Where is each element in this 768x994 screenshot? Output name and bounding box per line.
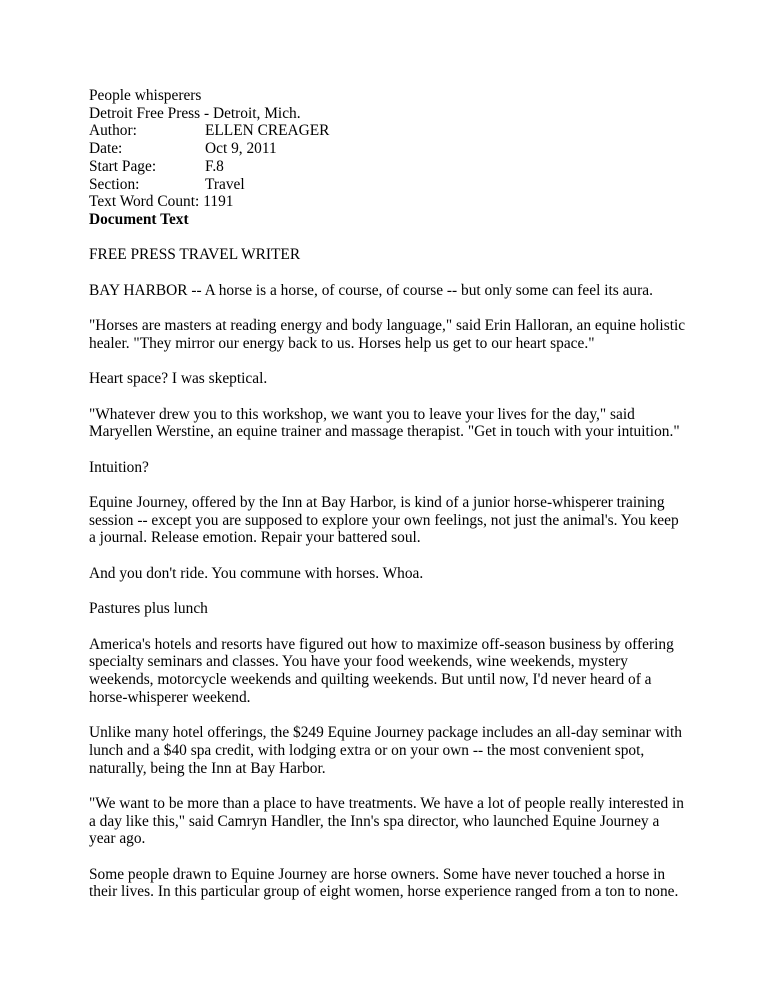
meta-start-page xyxy=(89,158,689,176)
meta-label: Author: xyxy=(89,122,137,140)
meta-value: ELLEN CREAGER xyxy=(205,122,330,140)
meta-value: 1191 xyxy=(203,193,234,211)
meta-value: F.8 xyxy=(205,157,224,175)
body-paragraph: Unlike many hotel offerings, the $249 Equine Journey package includes an all-day seminar with lunch and a $40 spa credit, with lodging extra or on your own -- the most convenient spot, naturally, being the Inn at Bay Harbor. xyxy=(89,724,682,777)
meta-label: Start Page: xyxy=(89,157,157,175)
document-header xyxy=(89,87,689,229)
subheading: Pastures plus lunch xyxy=(89,600,208,618)
meta-value: Oct 9, 2011 xyxy=(205,140,277,158)
meta-date xyxy=(89,140,689,158)
body-paragraph: Equine Journey, offered by the Inn at Bay Harbor, is kind of a junior horse-whisperer training session -- except you are supposed to explore your own feelings, not just the animal's. You keep a journal. Release emotion. Repair your battered soul. xyxy=(89,494,679,547)
body-paragraph: America's hotels and resorts have figured out how to maximize off-season business by offering specialty seminars and classes. You have your food weekends, wine weekends, mystery weekends, motorcycle weekends and quilting weekends. But until now, I'd never heard of a horse-whisperer weekend. xyxy=(89,635,674,706)
article-body xyxy=(89,229,689,902)
meta-value: Travel xyxy=(205,175,245,193)
body-paragraph: And you don't ride. You commune with horses. Whoa. xyxy=(89,564,424,582)
body-paragraph: "Whatever drew you to this workshop, we want you to leave your lives for the day," said Maryellen Werstine, an equine trainer and massage therapist. "Get in touch with your intuition." xyxy=(89,405,680,441)
body-paragraph: Some people drawn to Equine Journey are horse owners. Some have never touched a horse in their lives. In this particular group of eight women, horse experience ranged from a ton to none. xyxy=(89,865,679,901)
article-title: People whisperers xyxy=(89,87,202,104)
meta-label: Date: xyxy=(89,140,123,158)
meta-author xyxy=(89,122,689,140)
body-paragraph: Intuition? xyxy=(89,458,149,476)
body-paragraph: "Horses are masters at reading energy and body language," said Erin Halloran, an equine holistic healer. "They mirror our energy back to us. Horses help us get to our heart space." xyxy=(89,317,686,352)
meta-label: Section: xyxy=(89,175,140,193)
document-page xyxy=(89,87,689,901)
meta-label: Text Word Count: xyxy=(89,193,200,211)
meta-section xyxy=(89,176,689,194)
meta-word-count xyxy=(89,193,689,211)
byline-paragraph: FREE PRESS TRAVEL WRITER xyxy=(89,246,301,264)
body-paragraph: BAY HARBOR -- A horse is a horse, of course, of course -- but only some can feel its aura. xyxy=(89,281,653,299)
document-text-heading: Document Text xyxy=(89,210,189,228)
body-paragraph: "We want to be more than a place to have treatments. We have a lot of people really interested in a day like this," said Camryn Handler, the Inn's spa director, who launched Equine Journey a year ago. xyxy=(89,794,684,848)
body-paragraph: Heart space? I was skeptical. xyxy=(89,370,268,388)
article-source: Detroit Free Press - Detroit, Mich. xyxy=(89,104,301,122)
